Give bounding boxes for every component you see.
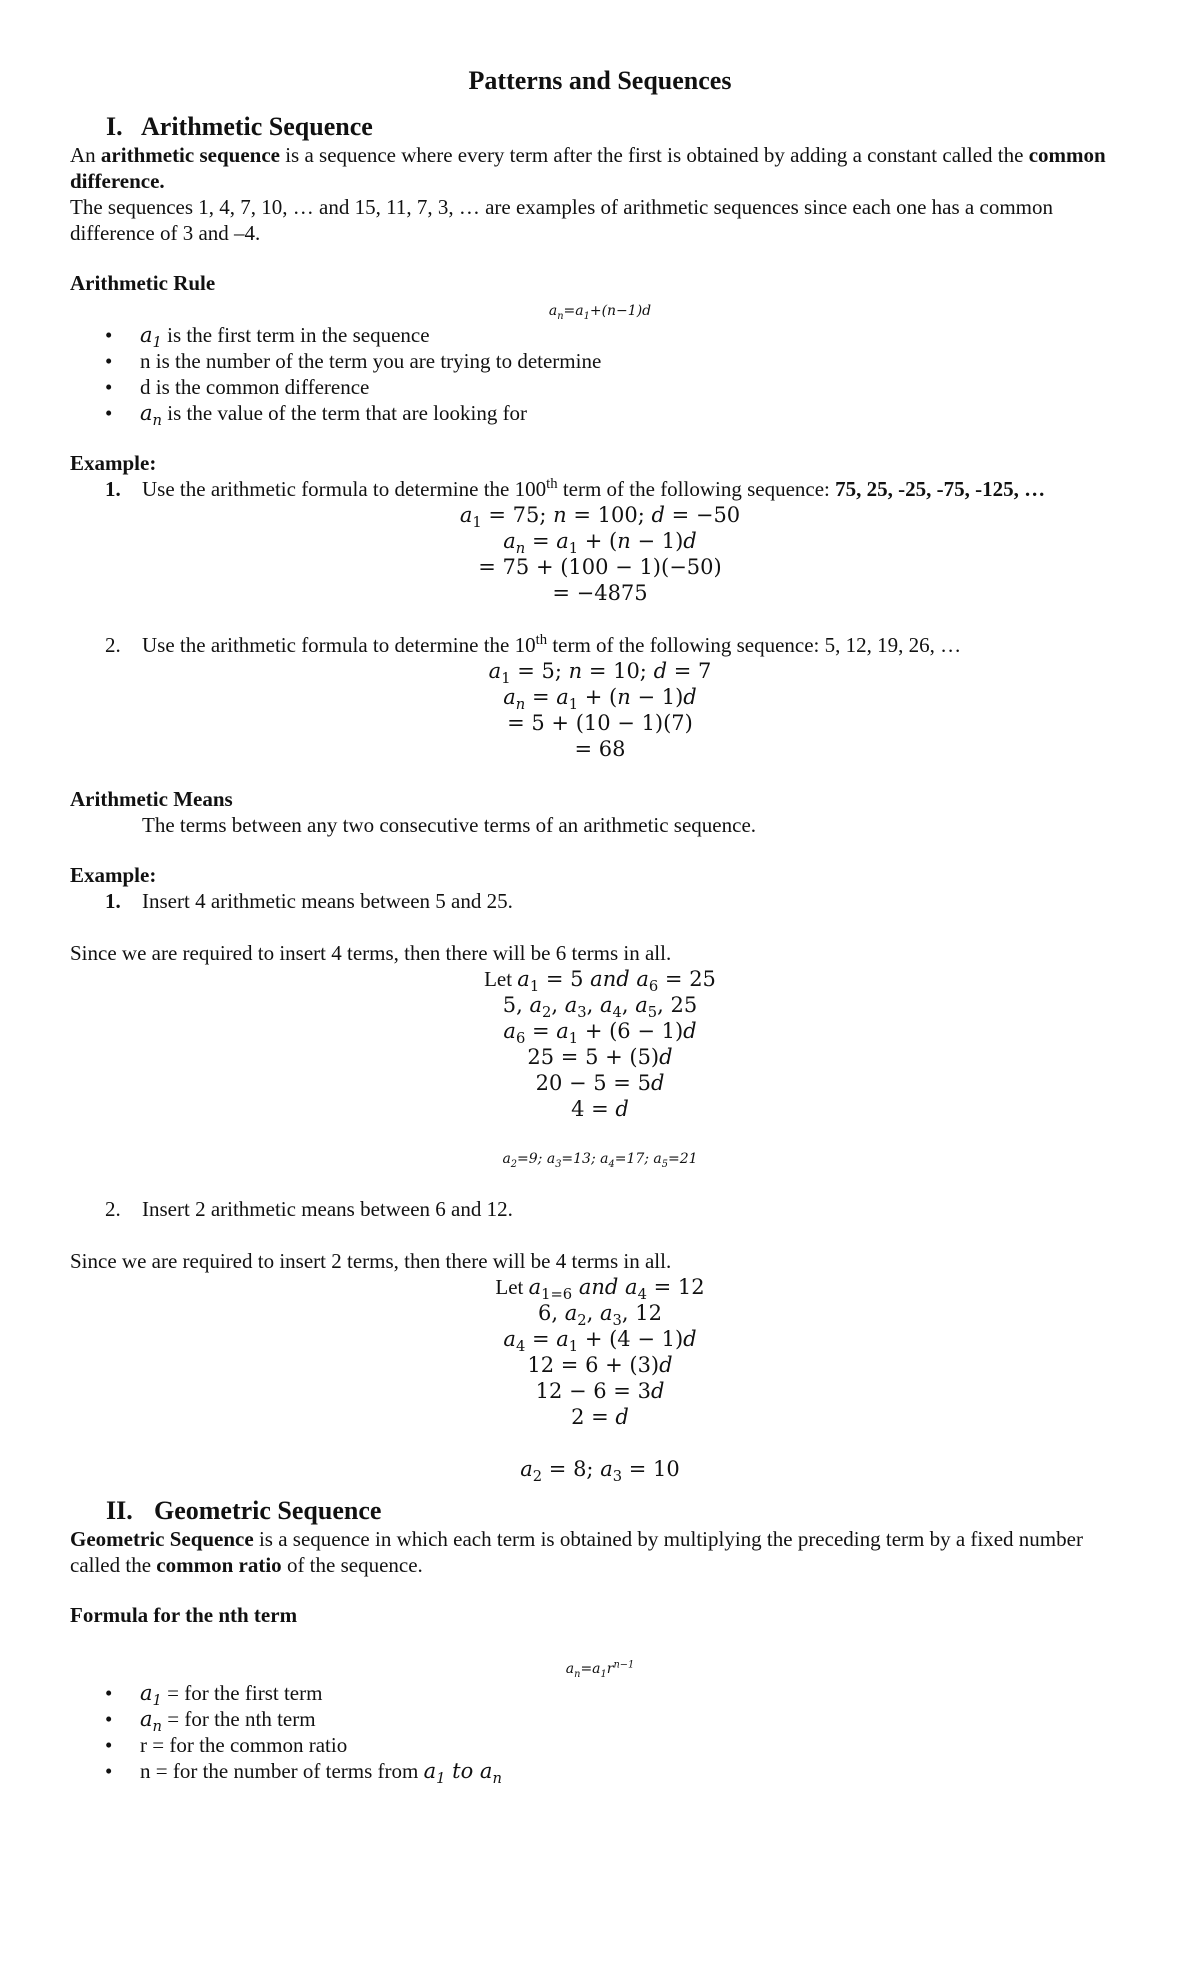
list-item: • n = for the number of terms from $a_1$ to $a_n$ bbox=[70, 1758, 1130, 1784]
arithmetic-rule-formula: $a_n=a_1+(n-1)d$ bbox=[548, 303, 652, 322]
means-example-2-explain: Since we are required to insert 2 terms, then there will be 4 terms in all. bbox=[70, 1249, 672, 1273]
geometric-formula-list bbox=[70, 1680, 1130, 1788]
list-item: • $a_1$ = for the first term bbox=[70, 1680, 1130, 1706]
means-example-label: Example: bbox=[70, 863, 157, 887]
arithmetic-means-definition: The terms between any two consecutive terms of an arithmetic sequence. bbox=[142, 813, 757, 837]
means-example-1: 1. Insert 4 arithmetic means between 5 and 25. bbox=[105, 889, 513, 913]
arithmetic-rule-list bbox=[70, 322, 1130, 430]
means-example-2: 2. Insert 2 arithmetic means between 6 and 12. bbox=[105, 1197, 513, 1221]
list-item: • $a_n$ is the value of the term that are looking for bbox=[70, 400, 1130, 426]
means-example-1-solution: Let $a_1 = 5$ and $a_6 = 25$ 5, $a_2$, $a_3$, $a_4$, $a_5$, 25 $a_6 = a_1 + (6 - 1)d$ 25 = 5 + (5)d 20 − 5 = 5d 4 = d bbox=[484, 967, 716, 1121]
arithmetic-means-heading: Arithmetic Means bbox=[70, 787, 233, 811]
list-item: • d is the common difference bbox=[70, 374, 1130, 400]
example-2-solution: $a_1 = 5$; n = 10; d = 7 $a_n = a_1 + (n - 1)d$ = 5 + (10 − 1)(7) = 68 bbox=[488, 659, 712, 761]
nth-term-heading: Formula for the nth term bbox=[70, 1603, 298, 1627]
section-title: Geometric Sequence bbox=[154, 1496, 382, 1525]
section-number: I. bbox=[106, 112, 123, 141]
means-example-2-solution: Let $a_{1=6}$ and $a_4 = 12$ 6, $a_2$, $a_3$, 12 $a_4 = a_1 + (4 - 1)d$ 12 = 6 + (3)d 12 − 6 = 3d 2 = d $a_2 = 8$; $a_3 = 10$ bbox=[495, 1275, 705, 1486]
geometric-definition: Geometric Sequence is a sequence in which each term is obtained by multiplying the preceding term by a fixed number called the common ratio of the sequence. bbox=[70, 1527, 1083, 1577]
arithmetic-rule-heading: Arithmetic Rule bbox=[70, 271, 216, 295]
arithmetic-examples-text: The sequences 1, 4, 7, 10, … and 15, 11, 7, 3, … are examples of arithmetic sequences since each one has a common difference of 3 and –4. bbox=[70, 195, 1053, 245]
list-item: • $a_1$ is the first term in the sequence bbox=[70, 322, 1130, 348]
example-2: 2. Use the arithmetic formula to determine the 10th term of the following sequence: 5, 12, 19, 26, … bbox=[105, 632, 962, 657]
list-item: • n is the number of the term you are trying to determine bbox=[70, 348, 1130, 374]
list-item: • r = for the common ratio bbox=[70, 1732, 1130, 1758]
section-heading-arithmetic bbox=[70, 112, 1130, 142]
example-1-solution: $a_1 = 75$; n = 100; d = −50 $a_n = a_1 + (n - 1)d$ = 75 + (100 − 1)(−50) = −4875 bbox=[459, 503, 741, 605]
section-number: II. bbox=[106, 1496, 133, 1525]
section-title: Arithmetic Sequence bbox=[141, 112, 373, 141]
means-example-1-explain: Since we are required to insert 4 terms, then there will be 6 terms in all. bbox=[70, 941, 672, 965]
example-label: Example: bbox=[70, 451, 157, 475]
section-heading-geometric bbox=[70, 1496, 1130, 1526]
list-item: • $a_n$ = for the nth term bbox=[70, 1706, 1130, 1732]
page-title: Patterns and Sequences bbox=[468, 66, 732, 95]
geometric-formula: $a_n=a_1r^{n-1}$ bbox=[565, 1659, 635, 1680]
example-1: 1. Use the arithmetic formula to determine the 100th term of the following sequence: 75, 25, -25, -75, -125, … bbox=[105, 476, 1046, 501]
means-example-1-answer: $a_2=9$; $a_3=13$; $a_4=17$; $a_5=21$ bbox=[502, 1151, 698, 1170]
arithmetic-definition: An arithmetic sequence is a sequence where every term after the first is obtained by adding a constant called the common difference. bbox=[70, 143, 1106, 193]
